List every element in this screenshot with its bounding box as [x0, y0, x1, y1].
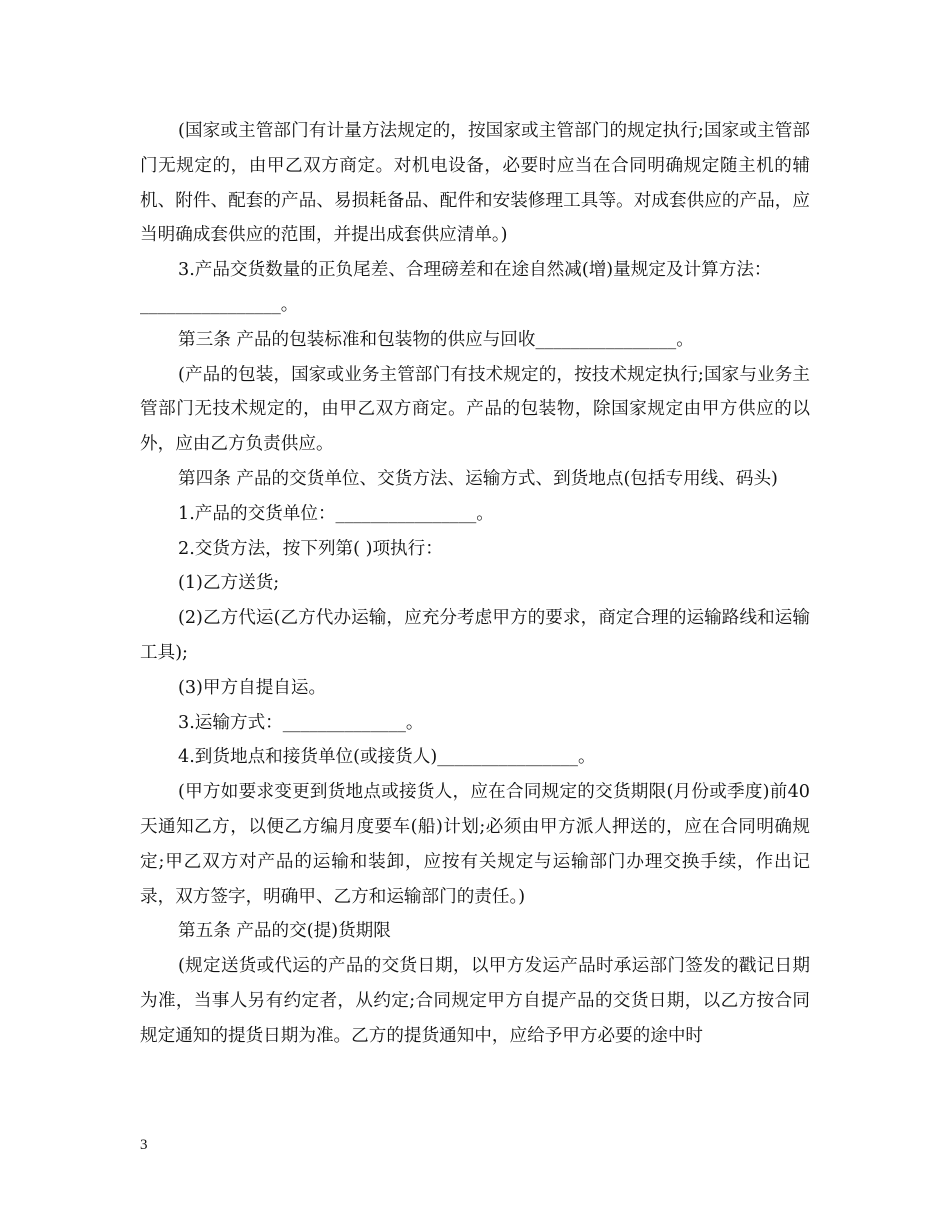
- paragraph-packaging-note: (产品的包装，国家或业务主管部门有技术规定的，按技术规定执行;国家与业务主管部门无技术规定的，由甲乙双方商定。产品的包装物，除国家规定由甲方供应的以外，应由乙方负责供应。: [140, 364, 810, 455]
- paragraph-measurement-note: (国家或主管部门有计量方法规定的，按国家或主管部门的规定执行;国家或主管部门无规定的，由甲乙双方商定。对机电设备，必要时应当在合同明确规定随主机的辅机、附件、配套的产品、易损耗备品、配件和安装修理工具等。对成套供应的产品，应当明确成套供应的范围，并提出成套供应清单。): [140, 121, 810, 246]
- option-seller-delivery: (1)乙方送货;: [178, 573, 280, 594]
- article-4-heading: 第四条 产品的交货单位、交货方法、运输方式、到货地点(包括专用线、码头): [178, 468, 778, 489]
- article-3-heading: 第三条 产品的包装标准和包装物的供应与回收________________。: [178, 329, 694, 350]
- paragraph-change-location-note: (甲方如要求变更到货地点或接货人，应在合同规定的交货期限(月份或季度)前40天通知乙方，以便乙方编月度要车(船)计划;必须由甲方派人押送的，应在合同明确规定;甲乙双方对产品的运输和装卸，应按有关规定与运输部门办理交换手续，作出记录，双方签字，明确甲、乙方和运输部门的责任。): [140, 782, 810, 907]
- paragraph-quantity-tolerance: 3.产品交货数量的正负尾差、合理磅差和在途自然减(增)量规定及计算方法：: [178, 260, 772, 281]
- article-5-heading: 第五条 产品的交(提)货期限: [178, 921, 391, 942]
- paragraph-blank-line: ________________。: [140, 294, 299, 315]
- page-number: 3: [140, 1137, 148, 1153]
- option-seller-shipping: (2)乙方代运(乙方代办运输，应充分考虑甲方的要求，商定合理的运输路线和运输工具);: [140, 608, 810, 663]
- item-arrival-location: 4.到货地点和接货单位(或接货人)________________。: [178, 747, 596, 768]
- document-body: [140, 114, 810, 1054]
- item-delivery-method: 2.交货方法，按下列第( )项执行：: [178, 538, 443, 559]
- item-transport-mode: 3.运输方式：______________。: [178, 712, 424, 733]
- item-delivery-unit: 1.产品的交货单位：________________。: [178, 503, 494, 524]
- option-buyer-pickup: (3)甲方自提自运。: [178, 677, 327, 698]
- paragraph-delivery-date-note: (规定送货或代运的产品的交货日期，以甲方发运产品时承运部门签发的戳记日期为准，当事人另有约定者，从约定;合同规定甲方自提产品的交货日期，以乙方按合同规定通知的提货日期为准。乙方的提货通知中，应给予甲方必要的途中时: [140, 956, 810, 1046]
